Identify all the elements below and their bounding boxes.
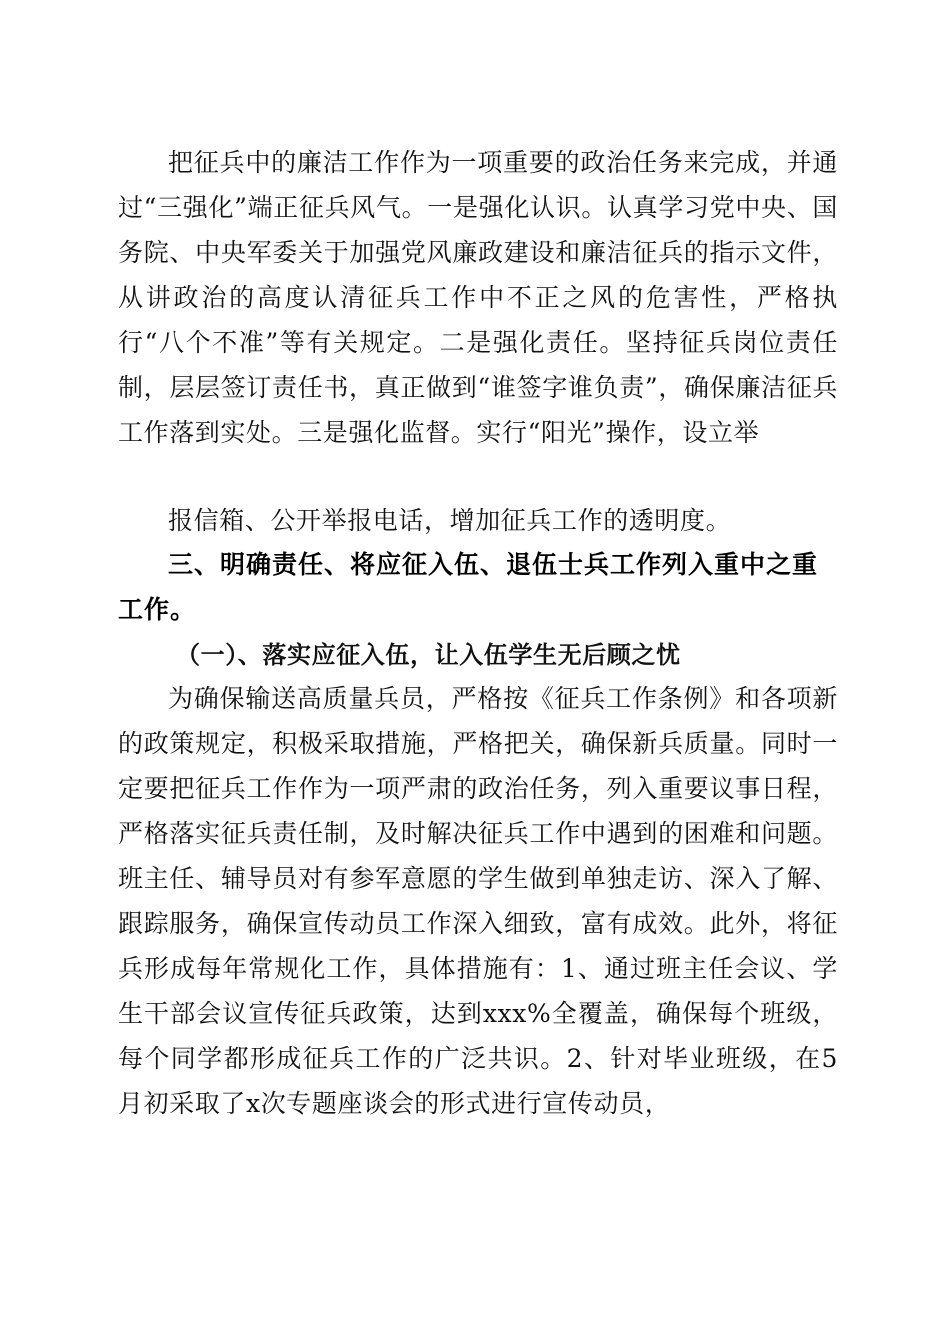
body-paragraph-report-mailbox: 报信箱、公开举报电话，增加征兵工作的透明度。 xyxy=(168,506,732,535)
section-heading-3: 三、明确责任、将应征入伍、退伍士兵工作列入重中之重工作。 xyxy=(118,550,819,624)
body-paragraph-enlistment: 为确保输送高质量兵员，严格按《征兵工作条例》和各项新的政策规定，积极采取措施，严格把关，确保新兵质量。同时一定要把征兵工作作为一项严肃的政治任务，列入重要议事日程，严格落实征兵责任制，及时解决征兵工作中遇到的困难和问题。班主任、辅导员对有参军意愿的学生做到单独走访、深入了解、跟踪服务，确保宣传动员工作深入细致，富有成效。此外，将征兵形成每年常规化工作，具体措施有：1、通过班主任会议、学生干部会议宣传征兵政策，达到xxx%全覆盖，确保每个班级，每个同学都形成征兵工作的广泛共识。2、针对毕业班级，在5月初采取了x次专题座谈会的形式进行宣传动员， xyxy=(118,684,838,1118)
subsection-heading-1: （一）、落实应征入伍，让入伍学生无后顾之忧 xyxy=(176,640,681,669)
body-paragraph-integrity: 把征兵中的廉洁工作作为一项重要的政治任务来完成，并通过“三强化”端正征兵风气。一是强化认识。认真学习党中央、国务院、中央军委关于加强党风廉政建设和廉洁征兵的指示文件，从讲政治的高度认清征兵工作中不正之风的危害性，严格执行“八个不准”等有关规定。二是强化责任。坚持征兵岗位责任制，层层签订责任书，真正做到“谁签字谁负责”，确保廉洁征兵工作落到实处。三是强化监督。实行“阳光”操作，设立举 xyxy=(118,148,838,447)
